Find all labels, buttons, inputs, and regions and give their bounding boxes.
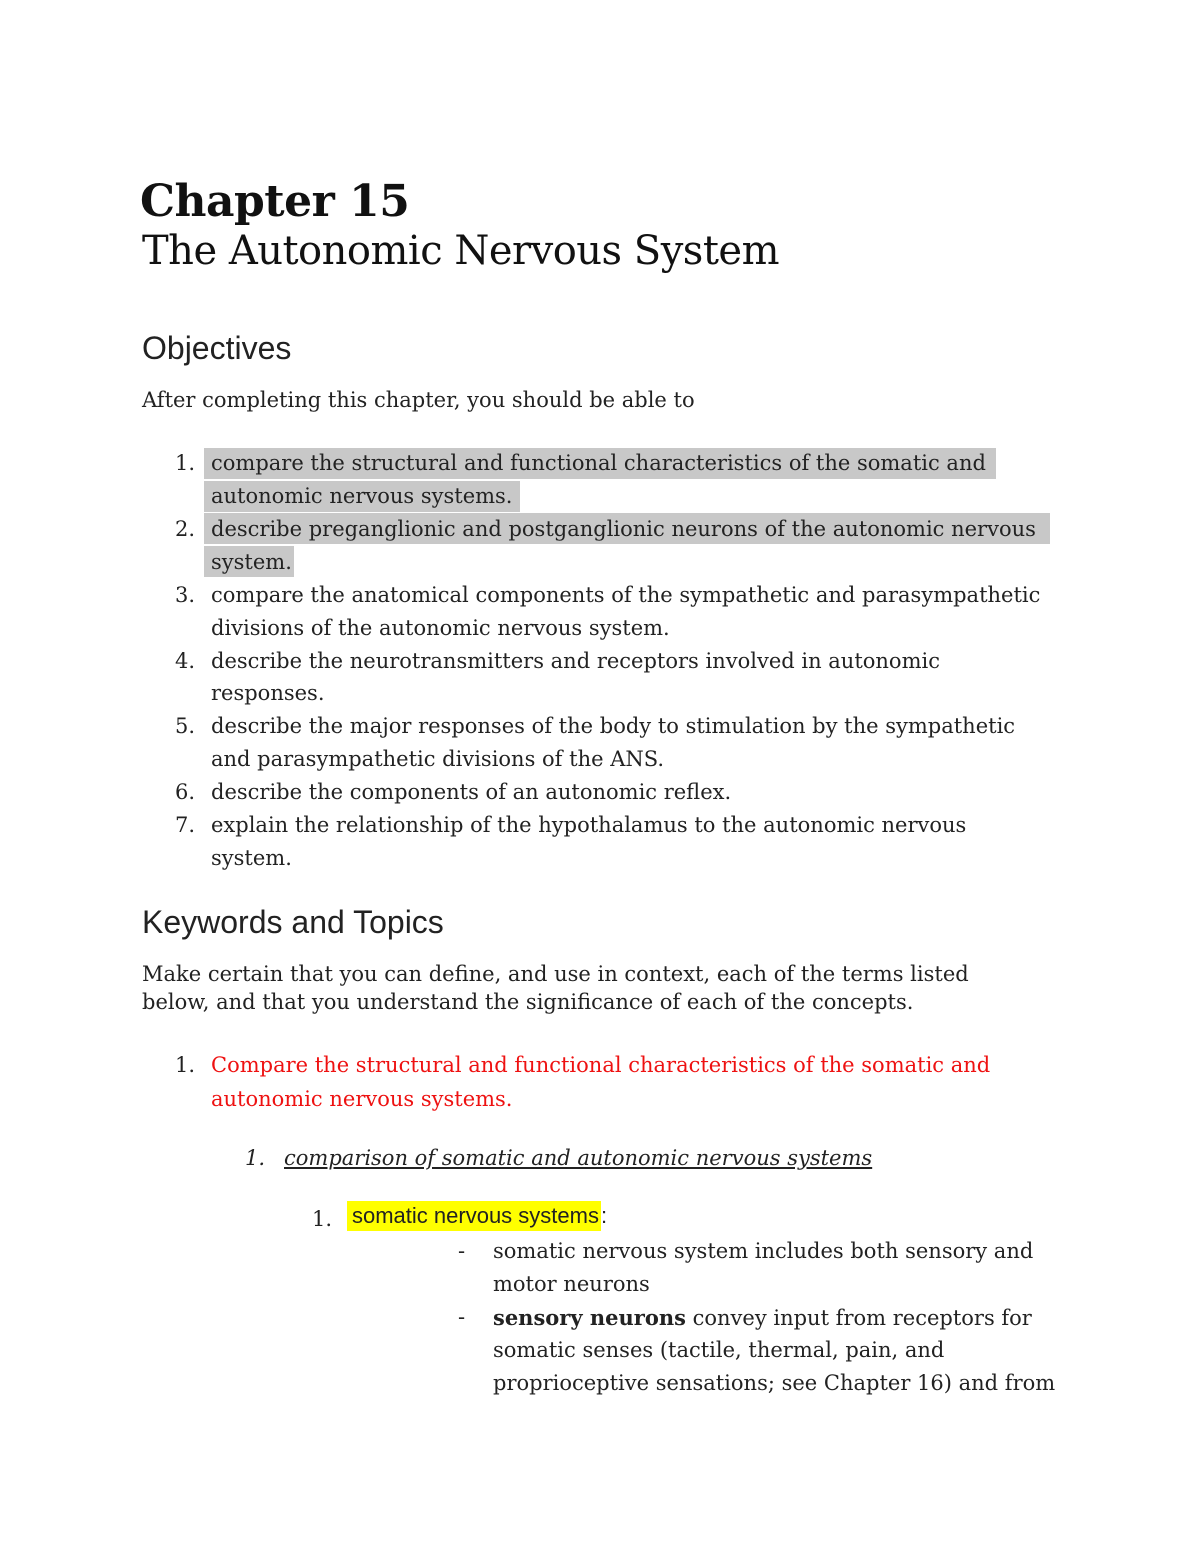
objective-line: compare the anatomical components of the sympathetic and parasympathetic bbox=[211, 583, 1041, 607]
chapter-title: Chapter 15 bbox=[140, 176, 410, 227]
objectives-heading: Objectives bbox=[142, 330, 292, 366]
objective-number: 6. bbox=[174, 780, 195, 804]
bullet-line: somatic nervous system includes both sensory and bbox=[493, 1239, 1034, 1263]
objective-line: describe preganglionic and postganglionic neurons of the autonomic nervous bbox=[211, 517, 1036, 541]
bullet-dash: - bbox=[458, 1239, 466, 1263]
objective-line: divisions of the autonomic nervous system. bbox=[211, 616, 670, 640]
keywords-heading: Keywords and Topics bbox=[142, 904, 444, 940]
objective-number: 3. bbox=[174, 583, 195, 607]
bold-term: sensory neurons bbox=[493, 1305, 686, 1330]
objective-number: 2. bbox=[174, 517, 195, 541]
bullet-dash: - bbox=[458, 1305, 466, 1329]
subsection-heading: comparison of somatic and autonomic nervous systems bbox=[284, 1146, 873, 1170]
section-number: 1. bbox=[174, 1053, 195, 1077]
objective-line: responses. bbox=[211, 681, 325, 705]
section-heading-line: autonomic nervous systems. bbox=[211, 1087, 513, 1111]
objective-line: compare the structural and functional characteristics of the somatic and bbox=[211, 451, 986, 475]
objective-number: 5. bbox=[174, 714, 195, 738]
bullet-line: motor neurons bbox=[493, 1272, 650, 1296]
objective-line: describe the major responses of the body to stimulation by the sympathetic bbox=[211, 714, 1016, 738]
bullet-line bbox=[493, 1305, 1032, 1330]
highlighted-term: somatic nervous systems bbox=[347, 1201, 601, 1231]
objective-number: 1. bbox=[174, 451, 195, 475]
bullet-line: proprioceptive sensations; see Chapter 16) and from bbox=[493, 1371, 1056, 1395]
objective-number: 7. bbox=[174, 813, 195, 837]
subsubsection-heading bbox=[347, 1203, 607, 1229]
objective-line: system. bbox=[211, 550, 292, 574]
keywords-intro-line: below, and that you understand the significance of each of the concepts. bbox=[142, 990, 914, 1014]
objective-line: explain the relationship of the hypothalamus to the autonomic nervous bbox=[211, 813, 967, 837]
objective-line: system. bbox=[211, 846, 292, 870]
objective-number: 4. bbox=[174, 649, 195, 673]
bullet-text: convey input from receptors for bbox=[685, 1306, 1032, 1330]
objective-line: autonomic nervous systems. bbox=[211, 484, 513, 508]
bullet-line: somatic senses (tactile, thermal, pain, and bbox=[493, 1338, 945, 1362]
objective-line: describe the neurotransmitters and receptors involved in autonomic bbox=[211, 649, 940, 673]
objective-line: describe the components of an autonomic reflex. bbox=[211, 780, 732, 804]
subsection-number: 1. bbox=[244, 1146, 265, 1170]
heading-colon: : bbox=[600, 1203, 608, 1228]
section-heading-line: Compare the structural and functional characteristics of the somatic and bbox=[211, 1053, 991, 1077]
objective-line: and parasympathetic divisions of the ANS. bbox=[211, 747, 665, 771]
objectives-intro: After completing this chapter, you should be able to bbox=[142, 388, 695, 412]
chapter-subtitle: The Autonomic Nervous System bbox=[142, 228, 779, 274]
subsubsection-number: 1. bbox=[311, 1207, 332, 1231]
keywords-intro-line: Make certain that you can define, and use in context, each of the terms listed bbox=[142, 962, 969, 986]
